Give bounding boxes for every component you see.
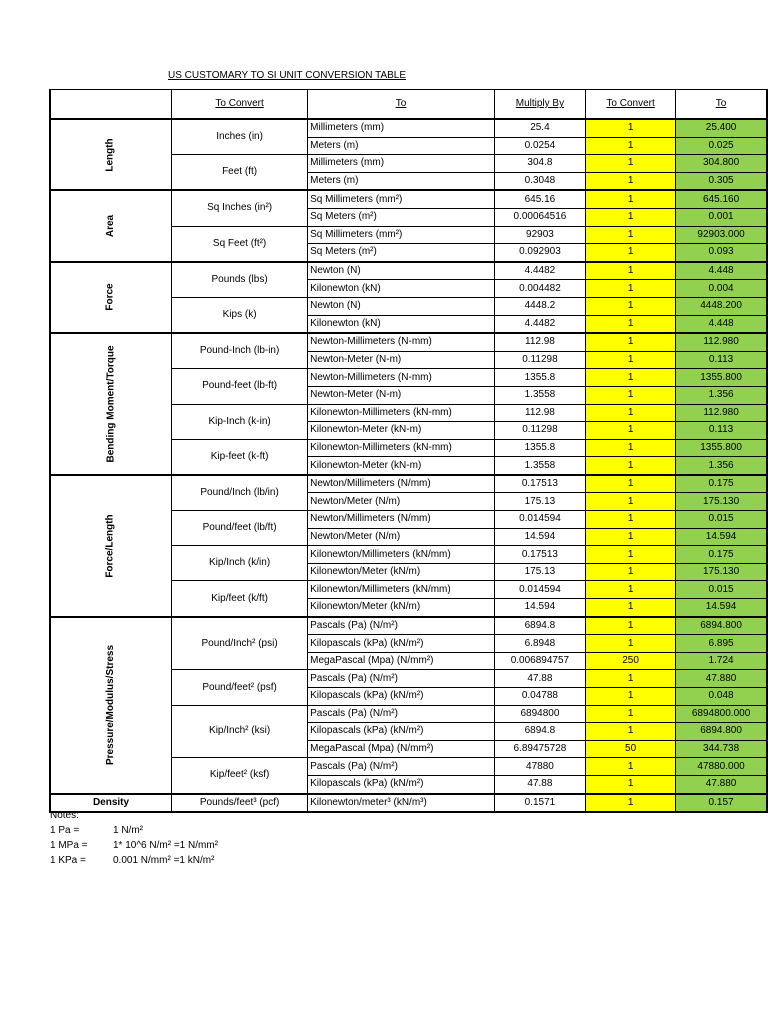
header-row [50, 90, 767, 120]
result-cell: 0.157 [676, 794, 767, 813]
to-unit-cell: Pascals (Pa) (N/m²) [308, 670, 495, 688]
factor-cell: 14.594 [494, 599, 585, 617]
factor-cell: 6.89475728 [494, 740, 585, 758]
page-title: US CUSTOMARY TO SI UNIT CONVERSION TABLE [168, 70, 407, 81]
input-value-cell[interactable]: 1 [586, 351, 676, 369]
result-cell: 112.980 [676, 404, 767, 422]
result-cell: 1.356 [676, 457, 767, 475]
result-cell: 4.448 [676, 315, 767, 333]
input-value-cell[interactable]: 1 [586, 581, 676, 599]
input-value-cell[interactable]: 1 [586, 190, 676, 208]
result-cell: 47.880 [676, 775, 767, 793]
result-cell: 47880.000 [676, 758, 767, 776]
input-value-cell[interactable]: 1 [586, 439, 676, 457]
factor-cell: 0.014594 [494, 581, 585, 599]
result-cell: 14.594 [676, 599, 767, 617]
input-value-cell[interactable]: 1 [586, 297, 676, 315]
result-cell: 0.001 [676, 208, 767, 226]
input-value-cell[interactable]: 1 [586, 137, 676, 155]
table-row [50, 262, 767, 280]
note-key: 1 Pa = [50, 825, 80, 836]
to-unit-cell: Meters (m) [308, 172, 495, 190]
notes [50, 808, 218, 868]
input-value-cell[interactable]: 1 [586, 404, 676, 422]
input-value-cell[interactable]: 1 [586, 262, 676, 280]
to-unit-cell: Kilonewton/Meter (kN/m) [308, 563, 495, 581]
input-value-cell[interactable]: 1 [586, 226, 676, 244]
factor-cell: 0.004482 [494, 280, 585, 298]
input-value-cell[interactable]: 1 [586, 758, 676, 776]
from-unit-cell: Kip-feet (k-ft) [172, 439, 308, 475]
from-unit-cell: Pound-feet (lb-ft) [172, 369, 308, 404]
factor-cell: 0.006894757 [494, 652, 585, 670]
factor-cell: 0.17513 [494, 475, 585, 493]
input-value-cell[interactable]: 1 [586, 244, 676, 262]
to-unit-cell: Kilopascals (kPa) (kN/m²) [308, 688, 495, 706]
input-value-cell[interactable]: 1 [586, 546, 676, 564]
result-cell: 25.400 [676, 119, 767, 137]
result-cell: 175.130 [676, 493, 767, 511]
to-unit-cell: Newton/Meter (N/m) [308, 493, 495, 511]
from-unit-cell: Feet (ft) [172, 155, 308, 191]
category-label: Force/Length [105, 514, 117, 578]
result-cell: 0.175 [676, 546, 767, 564]
from-unit-cell: Kip-Inch (k-in) [172, 404, 308, 439]
factor-cell: 175.13 [494, 493, 585, 511]
note-row [50, 853, 218, 868]
notes-heading: Notes: [50, 810, 79, 821]
from-unit-cell: Pound/feet (lb/ft) [172, 511, 308, 546]
input-value-cell[interactable]: 50 [586, 740, 676, 758]
table-row [50, 475, 767, 493]
from-unit-cell: Inches (in) [172, 119, 308, 155]
factor-cell: 47.88 [494, 670, 585, 688]
factor-cell: 1355.8 [494, 439, 585, 457]
factor-cell: 304.8 [494, 155, 585, 173]
input-value-cell[interactable]: 1 [586, 280, 676, 298]
note-value: 0.001 N/mm² =1 kN/m² [113, 855, 215, 866]
header-multiply-by: Multiply By [494, 90, 585, 120]
to-unit-cell: Newton/Millimeters (N/mm) [308, 511, 495, 529]
to-unit-cell: Newton-Meter (N-m) [308, 351, 495, 369]
to-unit-cell: Newton/Meter (N/m) [308, 528, 495, 546]
to-unit-cell: Newton-Millimeters (N-mm) [308, 369, 495, 387]
note-value: 1* 10^6 N/m² =1 N/mm² [113, 840, 218, 851]
to-unit-cell: Kilonewton/Meter (kN/m) [308, 599, 495, 617]
table-row [50, 617, 767, 635]
category-cell [50, 617, 172, 794]
to-unit-cell: Kilonewton (kN) [308, 280, 495, 298]
category-cell [50, 190, 172, 261]
to-unit-cell: Pascals (Pa) (N/m²) [308, 758, 495, 776]
to-unit-cell: Newton/Millimeters (N/mm) [308, 475, 495, 493]
to-unit-cell: Sq Meters (m²) [308, 208, 495, 226]
to-unit-cell: Newton-Meter (N-m) [308, 386, 495, 404]
table-row [50, 333, 767, 351]
to-unit-cell: Kilonewton/meter³ (kN/m³) [308, 794, 495, 813]
result-cell: 1355.800 [676, 439, 767, 457]
input-value-cell[interactable]: 1 [586, 617, 676, 635]
factor-cell: 0.04788 [494, 688, 585, 706]
result-cell: 0.025 [676, 137, 767, 155]
result-cell: 1355.800 [676, 369, 767, 387]
note-key: 1 MPa = [50, 840, 88, 851]
input-value-cell[interactable]: 1 [586, 794, 676, 813]
factor-cell: 175.13 [494, 563, 585, 581]
to-unit-cell: Kilopascals (kPa) (kN/m²) [308, 775, 495, 793]
input-value-cell[interactable]: 1 [586, 705, 676, 723]
to-unit-cell: Sq Millimeters (mm²) [308, 190, 495, 208]
input-value-cell[interactable]: 1 [586, 688, 676, 706]
input-value-cell[interactable]: 1 [586, 528, 676, 546]
factor-cell: 25.4 [494, 119, 585, 137]
factor-cell: 6.8948 [494, 635, 585, 653]
from-unit-cell: Kips (k) [172, 297, 308, 333]
factor-cell: 1.3558 [494, 386, 585, 404]
category-label: Density [92, 796, 130, 808]
result-cell: 175.130 [676, 563, 767, 581]
category-cell [50, 333, 172, 475]
to-unit-cell: Kilonewton-Millimeters (kN-mm) [308, 439, 495, 457]
result-cell: 6894800.000 [676, 705, 767, 723]
input-value-cell[interactable]: 1 [586, 457, 676, 475]
result-cell: 6894.800 [676, 723, 767, 741]
from-unit-cell: Pound/feet² (psf) [172, 670, 308, 705]
to-unit-cell: Pascals (Pa) (N/m²) [308, 617, 495, 635]
input-value-cell[interactable]: 1 [586, 511, 676, 529]
from-unit-cell: Kip/feet (k/ft) [172, 581, 308, 617]
factor-cell: 47880 [494, 758, 585, 776]
factor-cell: 645.16 [494, 190, 585, 208]
factor-cell: 0.11298 [494, 351, 585, 369]
result-cell: 4448.200 [676, 297, 767, 315]
input-value-cell[interactable]: 1 [586, 775, 676, 793]
note-value: 1 N/m² [113, 825, 143, 836]
from-unit-cell: Pounds/feet³ (pcf) [172, 794, 308, 813]
factor-cell: 6894.8 [494, 617, 585, 635]
input-value-cell[interactable]: 1 [586, 723, 676, 741]
to-unit-cell: Pascals (Pa) (N/m²) [308, 705, 495, 723]
category-label: Area [105, 214, 117, 238]
result-cell: 344.738 [676, 740, 767, 758]
category-cell [50, 475, 172, 617]
to-unit-cell: Millimeters (mm) [308, 155, 495, 173]
factor-cell: 4448.2 [494, 297, 585, 315]
to-unit-cell: Millimeters (mm) [308, 119, 495, 137]
result-cell: 0.113 [676, 422, 767, 440]
to-unit-cell: Kilonewton-Millimeters (kN-mm) [308, 404, 495, 422]
to-unit-cell: Kilonewton/Millimeters (kN/mm) [308, 581, 495, 599]
input-value-cell[interactable]: 1 [586, 670, 676, 688]
result-cell: 6894.800 [676, 617, 767, 635]
note-row [50, 823, 218, 838]
from-unit-cell: Pound/Inch² (psi) [172, 617, 308, 670]
category-label: Force [105, 283, 117, 312]
from-unit-cell: Pounds (lbs) [172, 262, 308, 298]
from-unit-cell: Kip/Inch (k/in) [172, 546, 308, 581]
header-blank [50, 90, 172, 120]
to-unit-cell: Kilonewton/Millimeters (kN/mm) [308, 546, 495, 564]
factor-cell: 47.88 [494, 775, 585, 793]
from-unit-cell: Sq Inches (in²) [172, 190, 308, 226]
factor-cell: 14.594 [494, 528, 585, 546]
to-unit-cell: Newton (N) [308, 297, 495, 315]
result-cell: 1.356 [676, 386, 767, 404]
to-unit-cell: Kilopascals (kPa) (kN/m²) [308, 723, 495, 741]
result-cell: 1.724 [676, 652, 767, 670]
result-cell: 0.305 [676, 172, 767, 190]
result-cell: 112.980 [676, 333, 767, 351]
to-unit-cell: Sq Meters (m²) [308, 244, 495, 262]
to-unit-cell: Meters (m) [308, 137, 495, 155]
note-row [50, 838, 218, 853]
input-value-cell[interactable]: 1 [586, 333, 676, 351]
factor-cell: 0.092903 [494, 244, 585, 262]
input-value-cell[interactable]: 1 [586, 493, 676, 511]
result-cell: 47.880 [676, 670, 767, 688]
input-value-cell[interactable]: 1 [586, 119, 676, 137]
input-value-cell[interactable]: 1 [586, 172, 676, 190]
result-cell: 304.800 [676, 155, 767, 173]
header-input: To Convert [586, 90, 676, 120]
result-cell: 0.093 [676, 244, 767, 262]
category-cell [50, 262, 172, 333]
input-value-cell[interactable]: 1 [586, 475, 676, 493]
result-cell: 0.004 [676, 280, 767, 298]
to-unit-cell: MegaPascal (Mpa) (N/mm²) [308, 652, 495, 670]
result-cell: 0.015 [676, 581, 767, 599]
factor-cell: 0.1571 [494, 794, 585, 813]
factor-cell: 4.4482 [494, 315, 585, 333]
input-value-cell[interactable]: 1 [586, 599, 676, 617]
header-result: To [676, 90, 767, 120]
factor-cell: 1355.8 [494, 369, 585, 387]
result-cell: 14.594 [676, 528, 767, 546]
category-label: Bending Moment/Torque [105, 345, 117, 463]
category-label: Length [105, 138, 117, 172]
input-value-cell[interactable]: 250 [586, 652, 676, 670]
header-to: To [308, 90, 495, 120]
input-value-cell[interactable]: 1 [586, 155, 676, 173]
factor-cell: 1.3558 [494, 457, 585, 475]
from-unit-cell: Kip/feet² (ksf) [172, 758, 308, 794]
input-value-cell[interactable]: 1 [586, 369, 676, 387]
factor-cell: 0.00064516 [494, 208, 585, 226]
table-row [50, 119, 767, 137]
from-unit-cell: Kip/Inch² (ksi) [172, 705, 308, 758]
to-unit-cell: MegaPascal (Mpa) (N/mm²) [308, 740, 495, 758]
table-row [50, 190, 767, 208]
note-key: 1 KPa = [50, 855, 86, 866]
result-cell: 645.160 [676, 190, 767, 208]
result-cell: 0.113 [676, 351, 767, 369]
result-cell: 0.015 [676, 511, 767, 529]
to-unit-cell: Newton-Millimeters (N-mm) [308, 333, 495, 351]
factor-cell: 92903 [494, 226, 585, 244]
result-cell: 92903.000 [676, 226, 767, 244]
category-cell [50, 119, 172, 190]
from-unit-cell: Pound/Inch (lb/in) [172, 475, 308, 511]
factor-cell: 4.4482 [494, 262, 585, 280]
input-value-cell[interactable]: 1 [586, 635, 676, 653]
factor-cell: 0.3048 [494, 172, 585, 190]
to-unit-cell: Kilopascals (kPa) (kN/m²) [308, 635, 495, 653]
header-to-convert: To Convert [172, 90, 308, 120]
result-cell: 6.895 [676, 635, 767, 653]
factor-cell: 0.014594 [494, 511, 585, 529]
from-unit-cell: Sq Feet (ft²) [172, 226, 308, 262]
factor-cell: 0.11298 [494, 422, 585, 440]
from-unit-cell: Pound-Inch (lb-in) [172, 333, 308, 369]
factor-cell: 112.98 [494, 404, 585, 422]
to-unit-cell: Kilonewton-Meter (kN-m) [308, 457, 495, 475]
factor-cell: 6894800 [494, 705, 585, 723]
factor-cell: 112.98 [494, 333, 585, 351]
to-unit-cell: Newton (N) [308, 262, 495, 280]
input-value-cell[interactable]: 1 [586, 315, 676, 333]
input-value-cell[interactable]: 1 [586, 208, 676, 226]
factor-cell: 0.0254 [494, 137, 585, 155]
result-cell: 4.448 [676, 262, 767, 280]
result-cell: 0.048 [676, 688, 767, 706]
input-value-cell[interactable]: 1 [586, 563, 676, 581]
factor-cell: 0.17513 [494, 546, 585, 564]
to-unit-cell: Kilonewton-Meter (kN-m) [308, 422, 495, 440]
input-value-cell[interactable]: 1 [586, 422, 676, 440]
conversion-table [49, 89, 768, 813]
category-label: Pressure/Modulus/Stress [105, 645, 117, 766]
input-value-cell[interactable]: 1 [586, 386, 676, 404]
factor-cell: 6894.8 [494, 723, 585, 741]
to-unit-cell: Sq Millimeters (mm²) [308, 226, 495, 244]
result-cell: 0.175 [676, 475, 767, 493]
to-unit-cell: Kilonewton (kN) [308, 315, 495, 333]
